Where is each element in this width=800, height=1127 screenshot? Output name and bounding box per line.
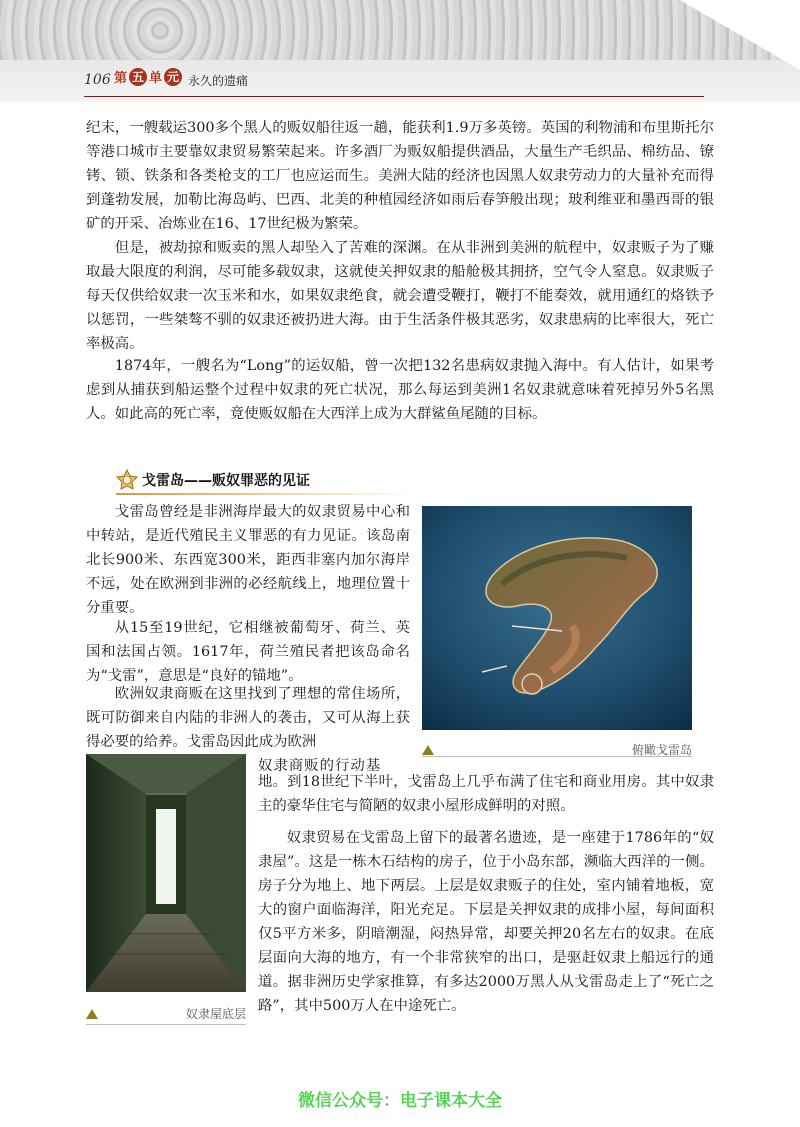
island-caption-text: 俯瞰戈雷岛 [631, 743, 692, 757]
unit-char-3: 单 [149, 71, 163, 86]
unit-title: 永久的遗痛 [188, 74, 249, 88]
house-caption [86, 1005, 246, 1022]
header-rule [84, 96, 704, 97]
goree-island-photo [422, 506, 692, 730]
emblem-icon [116, 469, 138, 491]
paragraph-2: 但是，被劫掠和贩卖的黑人却坠入了苦难的深渊。在从非洲到美洲的航程中，奴隶贩子为了赚取最大限度的利润，尽可能多载奴隶，这就使关押奴隶的船舱极其拥挤，空气令人窒息。奴隶贩子每天仅供给奴隶一次玉米和水，如果奴隶绝食，就会遭受鞭打，鞭打不能奏效，就用通红的烙铁予以惩罚，一些桀骜不驯的奴隶还被扔进大海。由于生活条件极其恶劣，奴隶患病的比率很大，死亡率极高。 [86, 240, 714, 352]
header-page-fold [680, 0, 800, 70]
island-aerial-image [422, 506, 692, 730]
section-paragraph-3a: 欧洲奴隶商贩在这里找到了理想的常住场所，既可防御来自内陆的非洲人的袭击，又可从海上获得必要的给养。戈雷岛因此成为欧洲 [86, 686, 410, 750]
house-caption-rule [86, 1024, 246, 1025]
caption-marker-icon [422, 745, 434, 755]
section-underline [116, 493, 416, 495]
unit-badge [114, 67, 182, 86]
section-paragraph-2: 从15至19世纪，它相继被葡萄牙、荷兰、英国和法国占领。1617年，荷兰殖民者把该岛命名为“戈雷”，意思是“良好的锚地”。 [86, 620, 410, 684]
section-paragraph-4: 奴隶贸易在戈雷岛上留下的最著名遗迹，是一座建于1786年的“奴隶屋”。这是一栋木石结构的房子，位于小岛东部，濒临大西洋的一侧。房子分为地上、地下两层。上层是奴隶贩子的住处，室内铺着地板，宽大的窗户面临海洋，阳光充足。下层是关押奴隶的成排小屋，每间面积仅5平方米多，阴暗潮湿，闷热异常，却要关押20名左右的奴隶。在底层面向大海的地方，有一个非常狭窄的出口，是驱赶奴隶上船远行的通道。据非洲历史学家推算，有多达2000万黑人从戈雷岛走上了“死亡之路”，其中500万人在中途死亡。 [258, 830, 714, 1014]
page-header [0, 0, 800, 102]
house-caption-text: 奴隶屋底层 [185, 1007, 246, 1021]
unit-char-2: 五 [129, 68, 147, 86]
paragraph-1: 纪末，一艘载运300多个黑人的贩奴船往返一趟，能获利1.9万多英镑。英国的利物浦和布里斯托尔等港口城市主要靠奴隶贸易繁荣起来。许多酒厂为贩奴船提供酒品，大量生产毛织品、棉纺品、镣铐、锁、铁条和各类枪支的工厂也应运而生。美洲大陆的经济也因黑人奴隶劳动力的大量补充而得到蓬勃发展，加勒比海岛屿、巴西、北美的种植园经济如雨后春笋般出现；玻利维亚和墨西哥的银矿的开采、冶炼业在16、17世纪极为繁荣。 [86, 120, 714, 232]
island-caption [422, 741, 692, 758]
slave-house-interior-image [86, 754, 246, 992]
page-number: 106 [84, 72, 111, 88]
section-paragraph-3b: 奴隶商贩的行动基 [258, 758, 382, 774]
footer-watermark: 微信公众号：电子课本大全 [298, 1091, 502, 1111]
unit-char-1: 第 [114, 71, 128, 86]
section-paragraph-1: 戈雷岛曾经是非洲海岸最大的奴隶贸易中心和中转站，是近代殖民主义罪恶的有力见证。该岛南北长900米、东西宽300米，距西非塞内加尔海岸不远，处在欧洲到非洲的必经航线上，地理位置十分重要。 [86, 504, 410, 616]
section-heading [116, 469, 310, 491]
paragraph-3: 1874年，一艘名为“Long”的运奴船，曾一次把132名患病奴隶抛入海中。有人估计，如果考虑到从捕获到船运整个过程中奴隶的死亡状况，那么每运到美洲1名奴隶就意味着死掉另外5名黑人。如此高的死亡率，竟使贩奴船在大西洋上成为大群鲨鱼尾随的目标。 [86, 358, 714, 422]
slave-house-photo [86, 754, 246, 992]
section-title: 戈雷岛——贩奴罪恶的见证 [142, 473, 310, 489]
section-paragraph-3c: 地。到18世纪下半叶，戈雷岛上几乎布满了住宅和商业用房。其中奴隶主的豪华住宅与简陋的奴隶小屋形成鲜明的对照。 [258, 774, 714, 814]
caption-marker-icon [86, 1009, 98, 1019]
unit-char-4: 元 [164, 68, 182, 86]
